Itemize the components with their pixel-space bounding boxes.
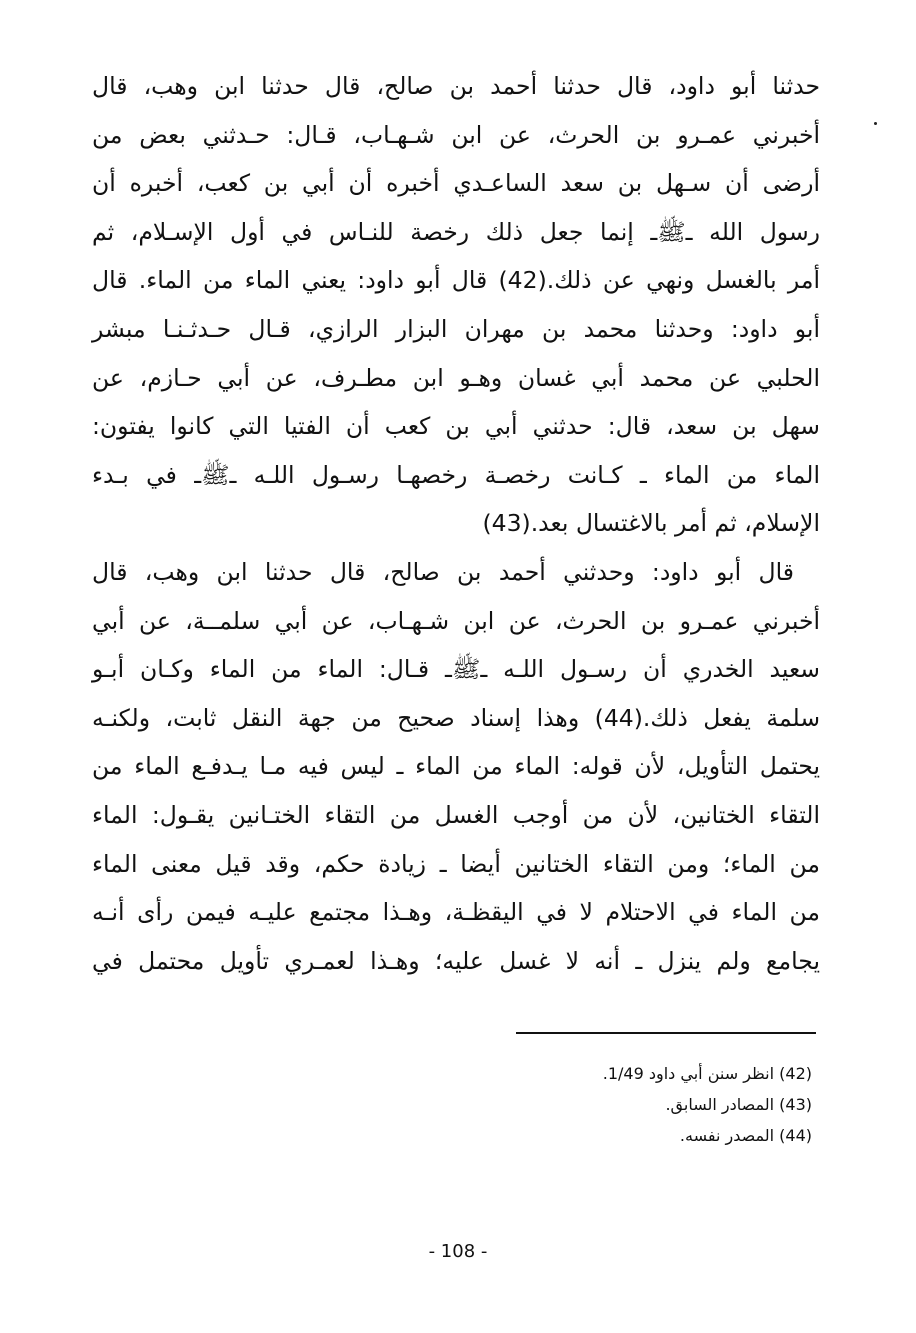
footnote-42: (42) انظر سنن أبي داود 1/49. xyxy=(602,1064,812,1083)
footnote-43: (43) المصادر السابق. xyxy=(665,1095,812,1114)
body-line: الحلبي عن محمد أبي غسان وهـو ابن مطـرف، عن أبي حـازم، عن xyxy=(92,363,820,392)
body-line: الماء من الماء ـ كـانت رخصـة رخصهـا رسـول اللـه ـﷺـ في بـدء xyxy=(92,460,820,489)
footnotes xyxy=(392,1058,812,1151)
body-line: أخبرني عمـرو بن الحرث، عن ابن شـهـاب، عن أبي سلمــة، عن أبي xyxy=(92,606,820,635)
body-line: أرضى أن سـهل بن سعد الساعـدي أخبره أن أبي بن كعب، أخبره أن xyxy=(92,169,820,198)
body-line: سعيد الخدري أن رسـول اللـه ـﷺـ قـال: الماء من الماء وكـان أبـو xyxy=(92,655,820,684)
body-line: الإسلام، ثم أمر بالاغتسال بعد.(43) xyxy=(482,509,820,538)
body-line: حدثنا أبو داود، قال حدثنا أحمد بن صالح، قال حدثنا ابن وهب، قال xyxy=(92,72,820,100)
body-line: أبو داود: وحدثنا محمد بن مهران البزار الرازي، قـال حـدثـنـا مبشر xyxy=(92,314,820,343)
body-line: أمر بالغسل ونهي عن ذلك.(42) قال أبو داود: يعني الماء من الماء. قال xyxy=(92,266,820,295)
body-text xyxy=(92,62,820,985)
footnote-divider xyxy=(516,1032,816,1034)
body-line: من الماء؛ ومن التقاء الختانين أيضا ـ زيادة حكم، وقد قيل معنى الماء xyxy=(92,849,820,878)
body-line: يحتمل التأويل، لأن قوله: الماء من الماء ـ ليس فيه مـا يـدفـع الماء من xyxy=(92,752,820,781)
page-number: - 108 - xyxy=(428,1241,488,1262)
body-line: التقاء الختانين، لأن من أوجب الغسل من التقاء الختـانين يقـول: الماء xyxy=(92,800,820,829)
body-line: أخبرني عمـرو بن الحرث، عن ابن شـهـاب، قـال: حـدثني بعض من xyxy=(92,120,820,149)
paragraph-start-line: قال أبو داود: وحدثني أحمد بن صالح، قال حدثنا ابن وهب، قال xyxy=(92,557,794,586)
footnote-44: (44) المصدر نفسه. xyxy=(679,1126,812,1145)
stray-dot xyxy=(874,122,877,125)
body-line: يجامع ولم ينزل ـ أنه لا غسل عليه؛ وهـذا لعمـري تأويل محتمل في xyxy=(92,946,820,975)
body-line: رسول الله ـﷺـ إنما جعل ذلك رخصة للنـاس في أول الإسـلام، ثم xyxy=(92,217,820,246)
body-line: من الماء في الاحتلام لا في اليقظـة، وهـذا مجتمع عليـه فيمن رأى أنـه xyxy=(92,898,820,927)
body-line: سلمة يفعل ذلك.(44) وهذا إسناد صحيح من جهة النقل ثابت، ولكنـه xyxy=(92,703,821,732)
body-line: سهل بن سعد، قال: حدثني أبي بن كعب أن الفتيا التي كانوا يفتون: xyxy=(92,412,820,441)
